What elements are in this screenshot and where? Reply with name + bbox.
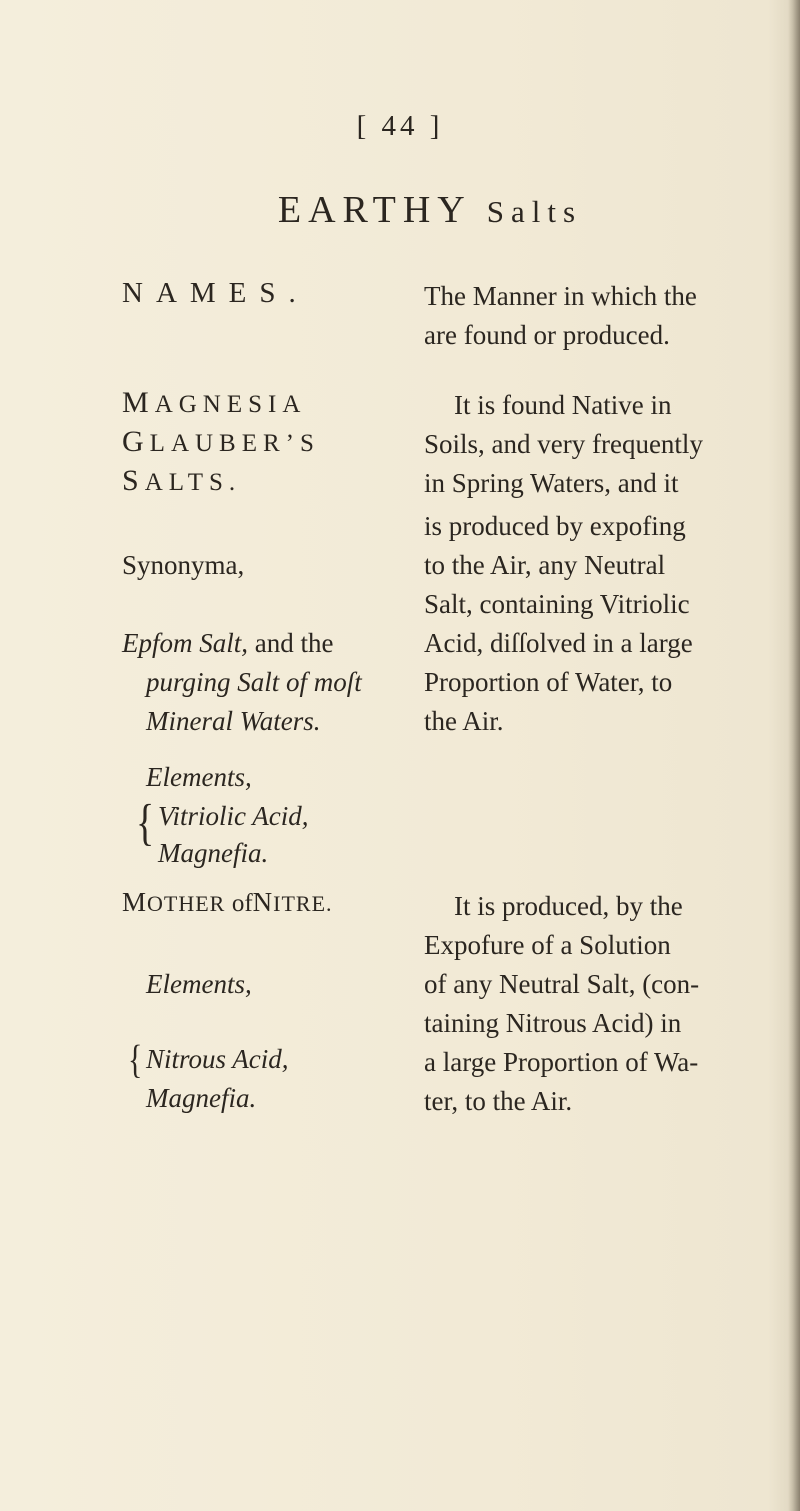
element-nitrous-acid: Nitrous Acid,	[146, 1044, 289, 1074]
elements-label-1: Elements,	[146, 762, 252, 792]
elements-label-2: Elements,	[146, 969, 252, 999]
brace-icon-2: {	[128, 1037, 143, 1082]
names-column-header: NAMES.	[122, 277, 309, 309]
title-sub: Salts	[486, 194, 583, 229]
synonym-line-2: purging Salt of moſt	[146, 667, 362, 697]
synonym-line-1: Epfom Salt, and the	[122, 628, 334, 658]
element-vitriolic-acid: Vitriolic Acid,	[158, 801, 309, 831]
magnesia-text-line-9: the Air.	[424, 706, 504, 736]
entry-mother-of-nitre-name: MOTHER ofNITRE.	[122, 887, 333, 917]
magnesia-text-line-7: Acid, diſſolved in a large	[424, 628, 693, 658]
manner-column-header	[424, 277, 697, 355]
entry-magnesia-name-line-1: MAGNESIA	[122, 386, 307, 419]
page-number: [ 44 ]	[356, 110, 444, 142]
entry-magnesia-name-line-3: SALTS.	[122, 464, 242, 497]
element-magnesia-2: Magnefia.	[146, 1083, 257, 1113]
nitre-text-line-4: taining Nitrous Acid) in	[424, 1008, 682, 1038]
synonym-line-3: Mineral Waters.	[146, 706, 321, 736]
nitre-text-line-3: of any Neutral Salt, (con-	[424, 969, 700, 999]
magnesia-text-line-8: Proportion of Water, to	[424, 667, 673, 697]
element-magnesia-1: Magnefia.	[158, 838, 269, 868]
magnesia-text-line-5: to the Air, any Neutral	[424, 550, 666, 580]
magnesia-text-line-3: in Spring Waters, and it	[424, 468, 679, 498]
title-main: EARTHY	[277, 189, 471, 231]
nitre-text-line-2: Expofure of a Solution	[424, 930, 671, 960]
manner-header-line-2: are found or produced.	[424, 320, 670, 350]
magnesia-text-line-1: It is found Native in	[454, 390, 672, 420]
magnesia-text-line-4: is produced by expofing	[424, 511, 686, 541]
entry-magnesia-name-line-2: GLAUBER’S	[122, 425, 320, 458]
magnesia-text-line-2: Soils, and very frequently	[424, 429, 703, 459]
manner-header-line-1: The Manner in which the	[424, 281, 697, 311]
brace-icon: {	[136, 794, 155, 851]
synonyma-label: Synonyma,	[122, 550, 245, 580]
nitre-text-line-1: It is produced, by the	[454, 891, 683, 921]
magnesia-text-line-6: Salt, containing Vitriolic	[424, 589, 690, 619]
nitre-text-line-6: ter, to the Air.	[424, 1086, 573, 1116]
nitre-text-line-5: a large Proportion of Wa-	[424, 1047, 699, 1077]
page-title	[0, 188, 800, 232]
